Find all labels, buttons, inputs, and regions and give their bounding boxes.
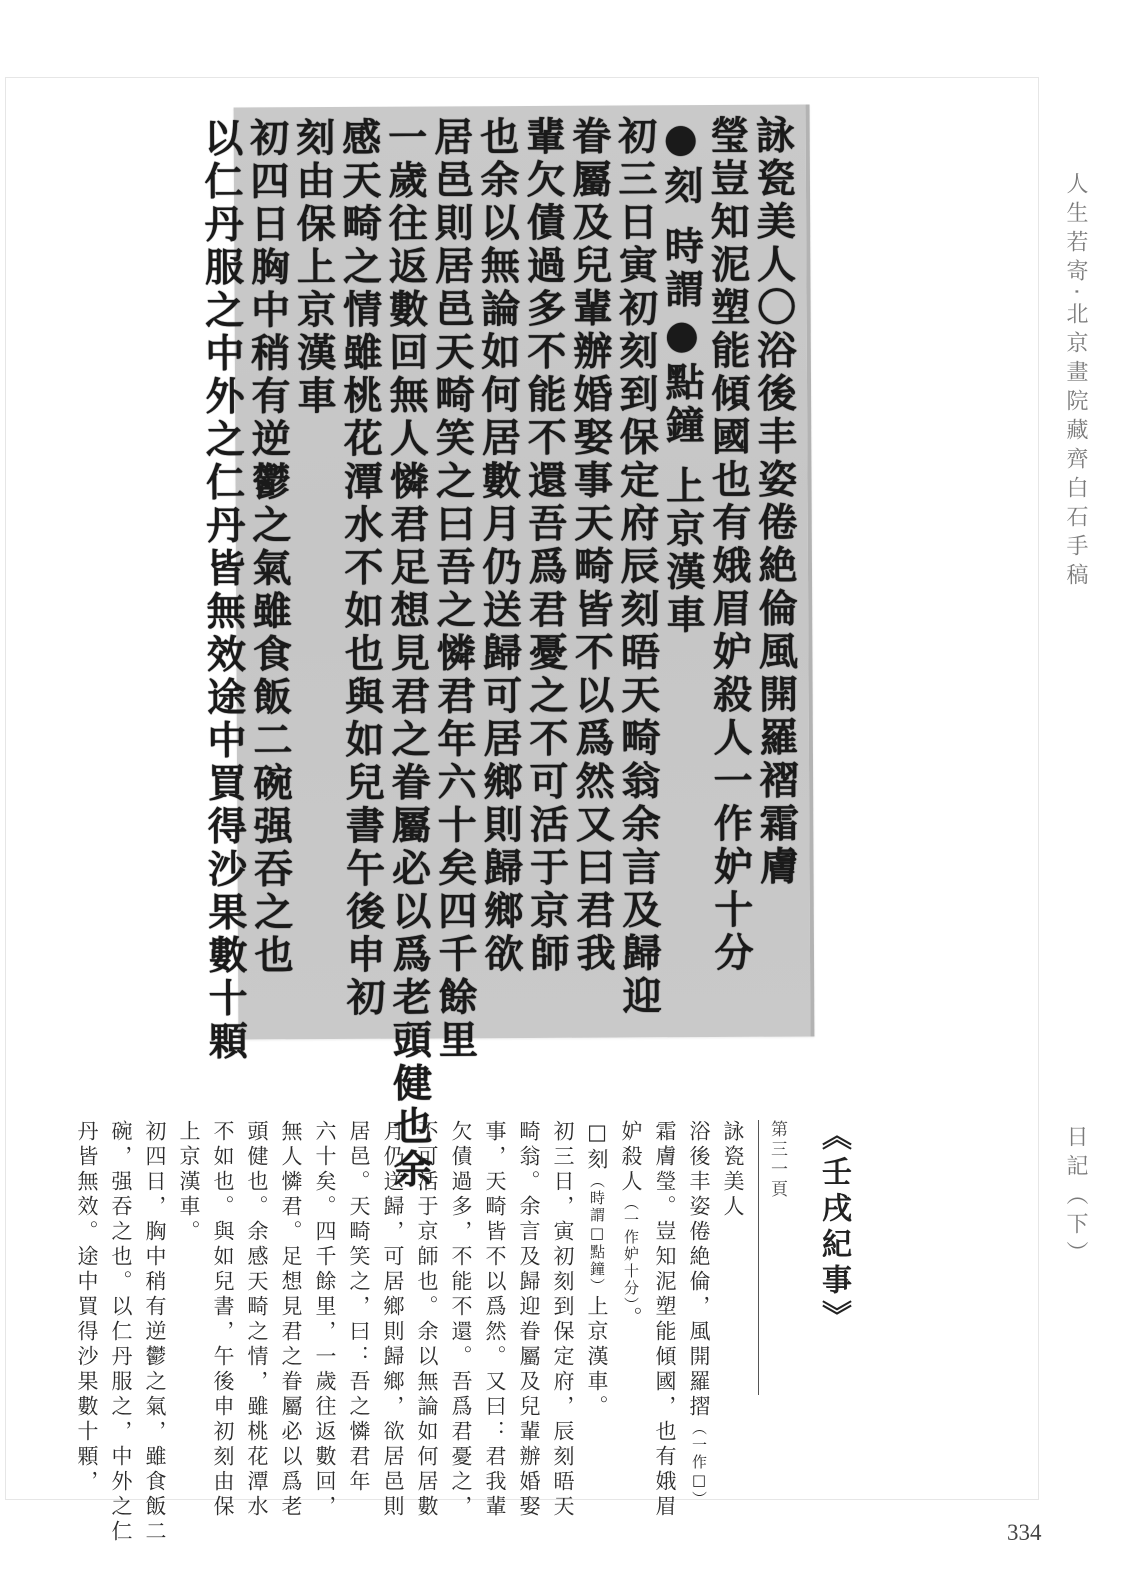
- transcription-line: 初四日，胸中稍有逆鬱之氣，雖食飯二: [143, 1120, 167, 1545]
- page-ref-container: [758, 1120, 793, 1395]
- transcription-line: 不如也。與如兒書，午後申初刻由保: [211, 1120, 235, 1520]
- manuscript-column: 一歲往返數回無人憐君足想見君之眷屬必以爲老頭健也余: [381, 116, 434, 1192]
- transcription-line: 不可活于京師也。余以無論如何居數: [415, 1120, 439, 1520]
- transcription-line: 畸翁。余言及歸迎眷屬及兒輩辦婚娶: [517, 1120, 541, 1520]
- transcription-line: 居邑。天畸笑之，曰：吾之憐君年: [347, 1120, 371, 1495]
- transcription-line: 上京漢車。: [177, 1120, 201, 1245]
- transcription-line: 初三日，寅初刻到保定府，辰刻晤天: [551, 1120, 575, 1520]
- transcription-block: [70, 1120, 855, 1545]
- transcription-line: 六十矣。四千餘里，一歲往返數回，: [313, 1120, 337, 1520]
- manuscript-column: 也余以無論如何居數月仍送歸可居鄉則歸鄉欲: [473, 116, 525, 977]
- section-title: 《壬戌紀事》: [816, 1120, 851, 1336]
- manuscript-column: 居邑則居邑天畸笑之曰吾之憐君年六十矣四千餘里: [427, 116, 479, 1063]
- transcription-line: 月仍送歸，可居鄉則歸鄉，欲居邑則: [381, 1120, 405, 1520]
- transcription-line: □刻（時謂□點鐘）上京漢車。: [585, 1120, 609, 1420]
- manuscript-column: 瑩豈知泥塑能傾國也有娥眉妒殺人一作妒十分: [703, 114, 755, 976]
- page-number: 334: [1007, 1520, 1042, 1545]
- transcription-line: 無人憐君。足想見君之眷屬必以爲老: [279, 1120, 303, 1520]
- transcription-line: 頭健也。余感天畸之情，雖桃花潭水: [245, 1120, 269, 1520]
- transcription-line: 丹皆無效。途中買得沙果數十顆，: [75, 1120, 99, 1495]
- volume-label: 日記（下）: [1063, 1125, 1088, 1270]
- manuscript-column: ●刻 時謂●點鐘 上京漢車: [657, 115, 707, 638]
- running-title: 人生若寄·北京畫院藏齊白石手稿: [1063, 172, 1088, 592]
- transcription-line: 浴後丰姿倦絶倫，風開羅摺（一作□）: [687, 1120, 711, 1508]
- transcription-line: 霜膚瑩。豈知泥塑能傾國，也有娥眉: [653, 1120, 677, 1520]
- manuscript-column: 感天畸之情雖桃花潭水不如也與如兒書午後申初: [335, 116, 387, 1020]
- manuscript-column: 輩欠債過多不能不還吾爲君憂之不可活于京師: [519, 115, 571, 977]
- manuscript-column: 詠瓷美人〇浴後丰姿倦絶倫風開羅褶霜膚: [749, 114, 800, 889]
- manuscript-column: 眷屬及兒輩辦婚娶事天畸皆不以爲然又曰君我: [565, 115, 617, 976]
- manuscript-column: 初四日胸中稍有逆鬱之氣雖食飯二碗强吞之也: [243, 117, 295, 978]
- manuscript-column: 以仁丹服之中外之仁丹皆無效途中買得沙果數十顆: [197, 117, 249, 1064]
- transcription-line: 事，天畸皆不以爲然。又曰：君我輩: [483, 1120, 507, 1520]
- transcription-line: 詠瓷美人: [721, 1120, 745, 1220]
- transcription-line: 妒殺人（一作妒十分）。: [619, 1120, 643, 1332]
- transcription-line: 碗，强吞之也。以仁丹服之，中外之仁: [109, 1120, 133, 1545]
- manuscript-column: 刻由保上京漢車: [289, 116, 338, 419]
- manuscript-column: 初三日寅初刻到保定府辰刻晤天畸翁余言及歸迎: [611, 115, 663, 1019]
- page-reference: 第三一頁: [767, 1120, 787, 1200]
- transcription-line: 欠債過多，不能不還。吾爲君憂之，: [449, 1120, 473, 1520]
